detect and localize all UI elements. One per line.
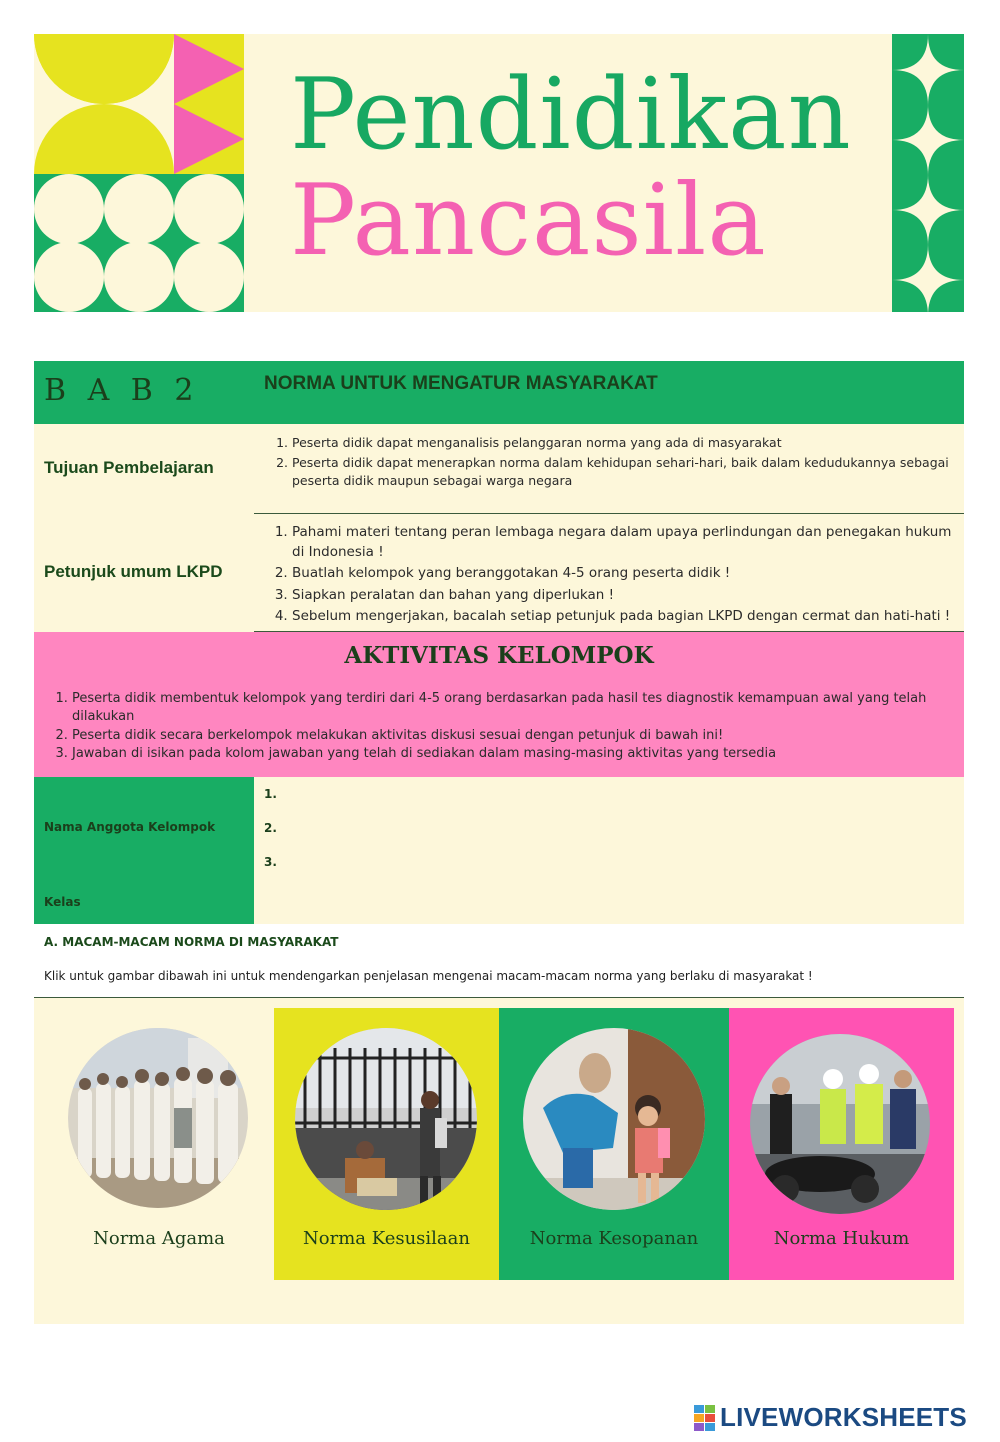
activity-item: 2. Peserta didik secara berkelompok melakukan aktivitas diskusi sesuai dengan petunjuk di bawah ini! (72, 727, 954, 745)
activity-item: 3. Jawaban di isikan pada kolom jawaban yang telah di sediakan dalam masing-masing aktivitas yang tersedia (72, 745, 954, 763)
activity-section (34, 632, 964, 777)
liveworksheets-logo-text: LIVEWORKSHEETS (720, 1402, 967, 1432)
objectives-list (254, 434, 954, 492)
chapter-title: NORMA UNTUK MENGATUR MASYARAKAT (264, 373, 658, 394)
member-number-2[interactable]: 2. (264, 821, 277, 835)
header-banner (34, 34, 964, 312)
norm-label-agama: Norma Agama (93, 1228, 225, 1249)
norm-label-kesopanan: Norma Kesopanan (529, 1228, 699, 1249)
norm-label-hukum: Norma Hukum (773, 1228, 910, 1249)
giving-to-beggar-photo[interactable] (295, 1028, 477, 1210)
section-a-instruction: Klik untuk gambar dibawah ini untuk mendengarkan penjelasan mengenai macam-macam norma yang berlaku di masyarakat ! (44, 969, 813, 983)
title-line-1: Pendidikan (290, 58, 852, 172)
norm-card-kesopanan[interactable] (499, 1008, 729, 1280)
chapter-label: B A B 2 (44, 373, 200, 408)
instruction-item: 3. Siapkan peralatan dan bahan yang diperlukan ! (292, 586, 954, 606)
instruction-item: 1. Pahami materi tentang peran lembaga negara dalam upaya perlindungan dan penegakan hukum di Indonesia ! (292, 523, 954, 562)
class-label: Kelas (44, 895, 81, 909)
mother-and-child-photo[interactable] (523, 1028, 705, 1210)
objective-item: 2. Peserta didik dapat menerapkan norma dalam kehidupan sehari-hari, baik dalam kedudukannya sebagai peserta didik maupun sebagai warga negara (292, 454, 954, 490)
liveworksheets-logo-icon (694, 1405, 716, 1431)
activity-item: 1. Peserta didik membentuk kelompok yang terdiri dari 4-5 orang berdasarkan pada hasil tes diagnostik kemampuan awal yang telah dilakukan (72, 690, 954, 727)
instructions-label: Petunjuk umum LKPD (44, 562, 223, 581)
norm-card-agama[interactable] (44, 1008, 274, 1280)
activity-list (44, 690, 954, 764)
liveworksheets-logo[interactable] (694, 1402, 967, 1433)
instruction-item: 4. Sebelum mengerjakan, bacalah setiap petunjuk pada bagian LKPD dengan cermat dan hati-hati ! (292, 607, 954, 627)
norms-panel (34, 998, 964, 1324)
instructions-list (254, 523, 954, 629)
members-section (34, 777, 964, 924)
geometric-decoration-left (34, 34, 244, 312)
divider (254, 513, 964, 514)
norm-card-kesusilaan[interactable] (274, 1008, 499, 1280)
chapter-row (34, 361, 964, 424)
title-line-2: Pancasila (290, 164, 767, 278)
member-number-3[interactable]: 3. (264, 855, 277, 869)
members-label: Nama Anggota Kelompok (44, 820, 216, 834)
norm-label-kesusilaan: Norma Kesusilaan (303, 1228, 470, 1249)
activity-title: AKTIVITAS KELOMPOK (344, 642, 654, 669)
norm-card-hukum[interactable] (729, 1008, 954, 1280)
objectives-label: Tujuan Pembelajaran (44, 458, 214, 477)
instruction-item: 2. Buatlah kelompok yang beranggotakan 4-5 orang peserta didik ! (292, 564, 954, 584)
objective-item: 1. Peserta didik dapat menganalisis pelanggaran norma yang ada di masyarakat (292, 434, 954, 452)
member-number-1[interactable]: 1. (264, 787, 277, 801)
members-label-column (34, 777, 254, 924)
police-traffic-photo[interactable] (750, 1034, 930, 1214)
section-a-heading: A. MACAM-MACAM NORMA DI MASYARAKAT (44, 935, 339, 949)
geometric-decoration-right (892, 34, 964, 312)
praying-people-photo[interactable] (68, 1028, 248, 1208)
info-section (34, 424, 964, 632)
